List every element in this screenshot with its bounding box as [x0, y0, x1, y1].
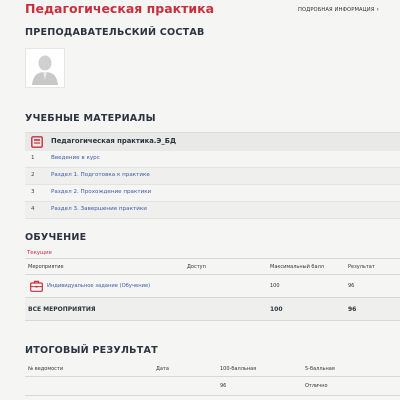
material-item[interactable]	[25, 202, 400, 219]
column-header-date: Дата	[156, 366, 169, 372]
activity-result: 96	[348, 283, 355, 289]
table-row[interactable]	[25, 275, 400, 298]
material-item-number: 4	[31, 206, 35, 212]
column-header-sheet-no: № ведомости	[28, 366, 64, 372]
column-header-access: Доступ	[187, 264, 206, 270]
column-header-score5: 5-балльная	[305, 366, 335, 372]
teachers-section-title: ПРЕПОДАВАТЕЛЬСКИЙ СОСТАВ	[25, 27, 205, 38]
chevron-right-icon: ›	[376, 6, 379, 13]
training-section-title: ОБУЧЕНИЕ	[25, 232, 87, 243]
details-link-label: ПОДРОБНАЯ ИНФОРМАЦИЯ	[297, 7, 375, 13]
column-header-activity: Мероприятие	[28, 264, 64, 270]
activity-link[interactable]: Индивидуальное задание (Обучение)	[47, 283, 151, 289]
total-result: 96	[348, 306, 357, 313]
score-100: 96	[220, 383, 227, 389]
table-row	[25, 377, 400, 396]
activity-max-score: 100	[270, 283, 280, 289]
materials-section-title: УЧЕБНЫЕ МАТЕРИАЛЫ	[25, 113, 156, 124]
material-item[interactable]	[25, 168, 400, 185]
score-5: Отлично	[305, 383, 328, 389]
top-bar	[0, 0, 400, 22]
column-header-result: Результат	[348, 264, 375, 270]
details-link[interactable]	[298, 6, 379, 13]
training-table-header	[25, 260, 400, 275]
final-table-header	[25, 362, 400, 377]
teacher-avatar[interactable]	[25, 48, 65, 88]
total-max-score: 100	[270, 306, 283, 313]
material-item[interactable]	[25, 151, 400, 168]
material-item-link[interactable]: Раздел 2. Прохождение практики	[51, 189, 152, 195]
tab-current[interactable]: Текущие	[27, 250, 52, 256]
user-silhouette-icon	[26, 49, 64, 87]
material-item[interactable]	[25, 185, 400, 202]
material-item-link[interactable]: Введение в курс	[51, 155, 100, 161]
book-icon	[31, 136, 43, 148]
tab-divider	[25, 258, 400, 259]
material-item-number: 2	[31, 172, 35, 178]
material-item-number: 1	[31, 155, 35, 161]
total-row	[25, 298, 400, 321]
column-header-max-score: Максимальный балл	[270, 264, 324, 270]
material-item-number: 3	[31, 189, 35, 195]
material-item-link[interactable]: Раздел 3. Завершение практики	[51, 206, 147, 212]
final-section-title: ИТОГОВЫЙ РЕЗУЛЬТАТ	[25, 345, 158, 356]
page-title: Педагогическая практика	[25, 1, 215, 16]
course-materials-header[interactable]	[25, 132, 400, 151]
material-item-link[interactable]: Раздел 1. Подготовка к практике	[51, 172, 150, 178]
course-title: Педагогическая практика.Э_БД	[51, 137, 177, 145]
total-label: ВСЕ МЕРОПРИЯТИЯ	[28, 306, 96, 313]
column-header-score100: 100-балльная	[220, 366, 257, 372]
briefcase-icon	[30, 280, 43, 292]
